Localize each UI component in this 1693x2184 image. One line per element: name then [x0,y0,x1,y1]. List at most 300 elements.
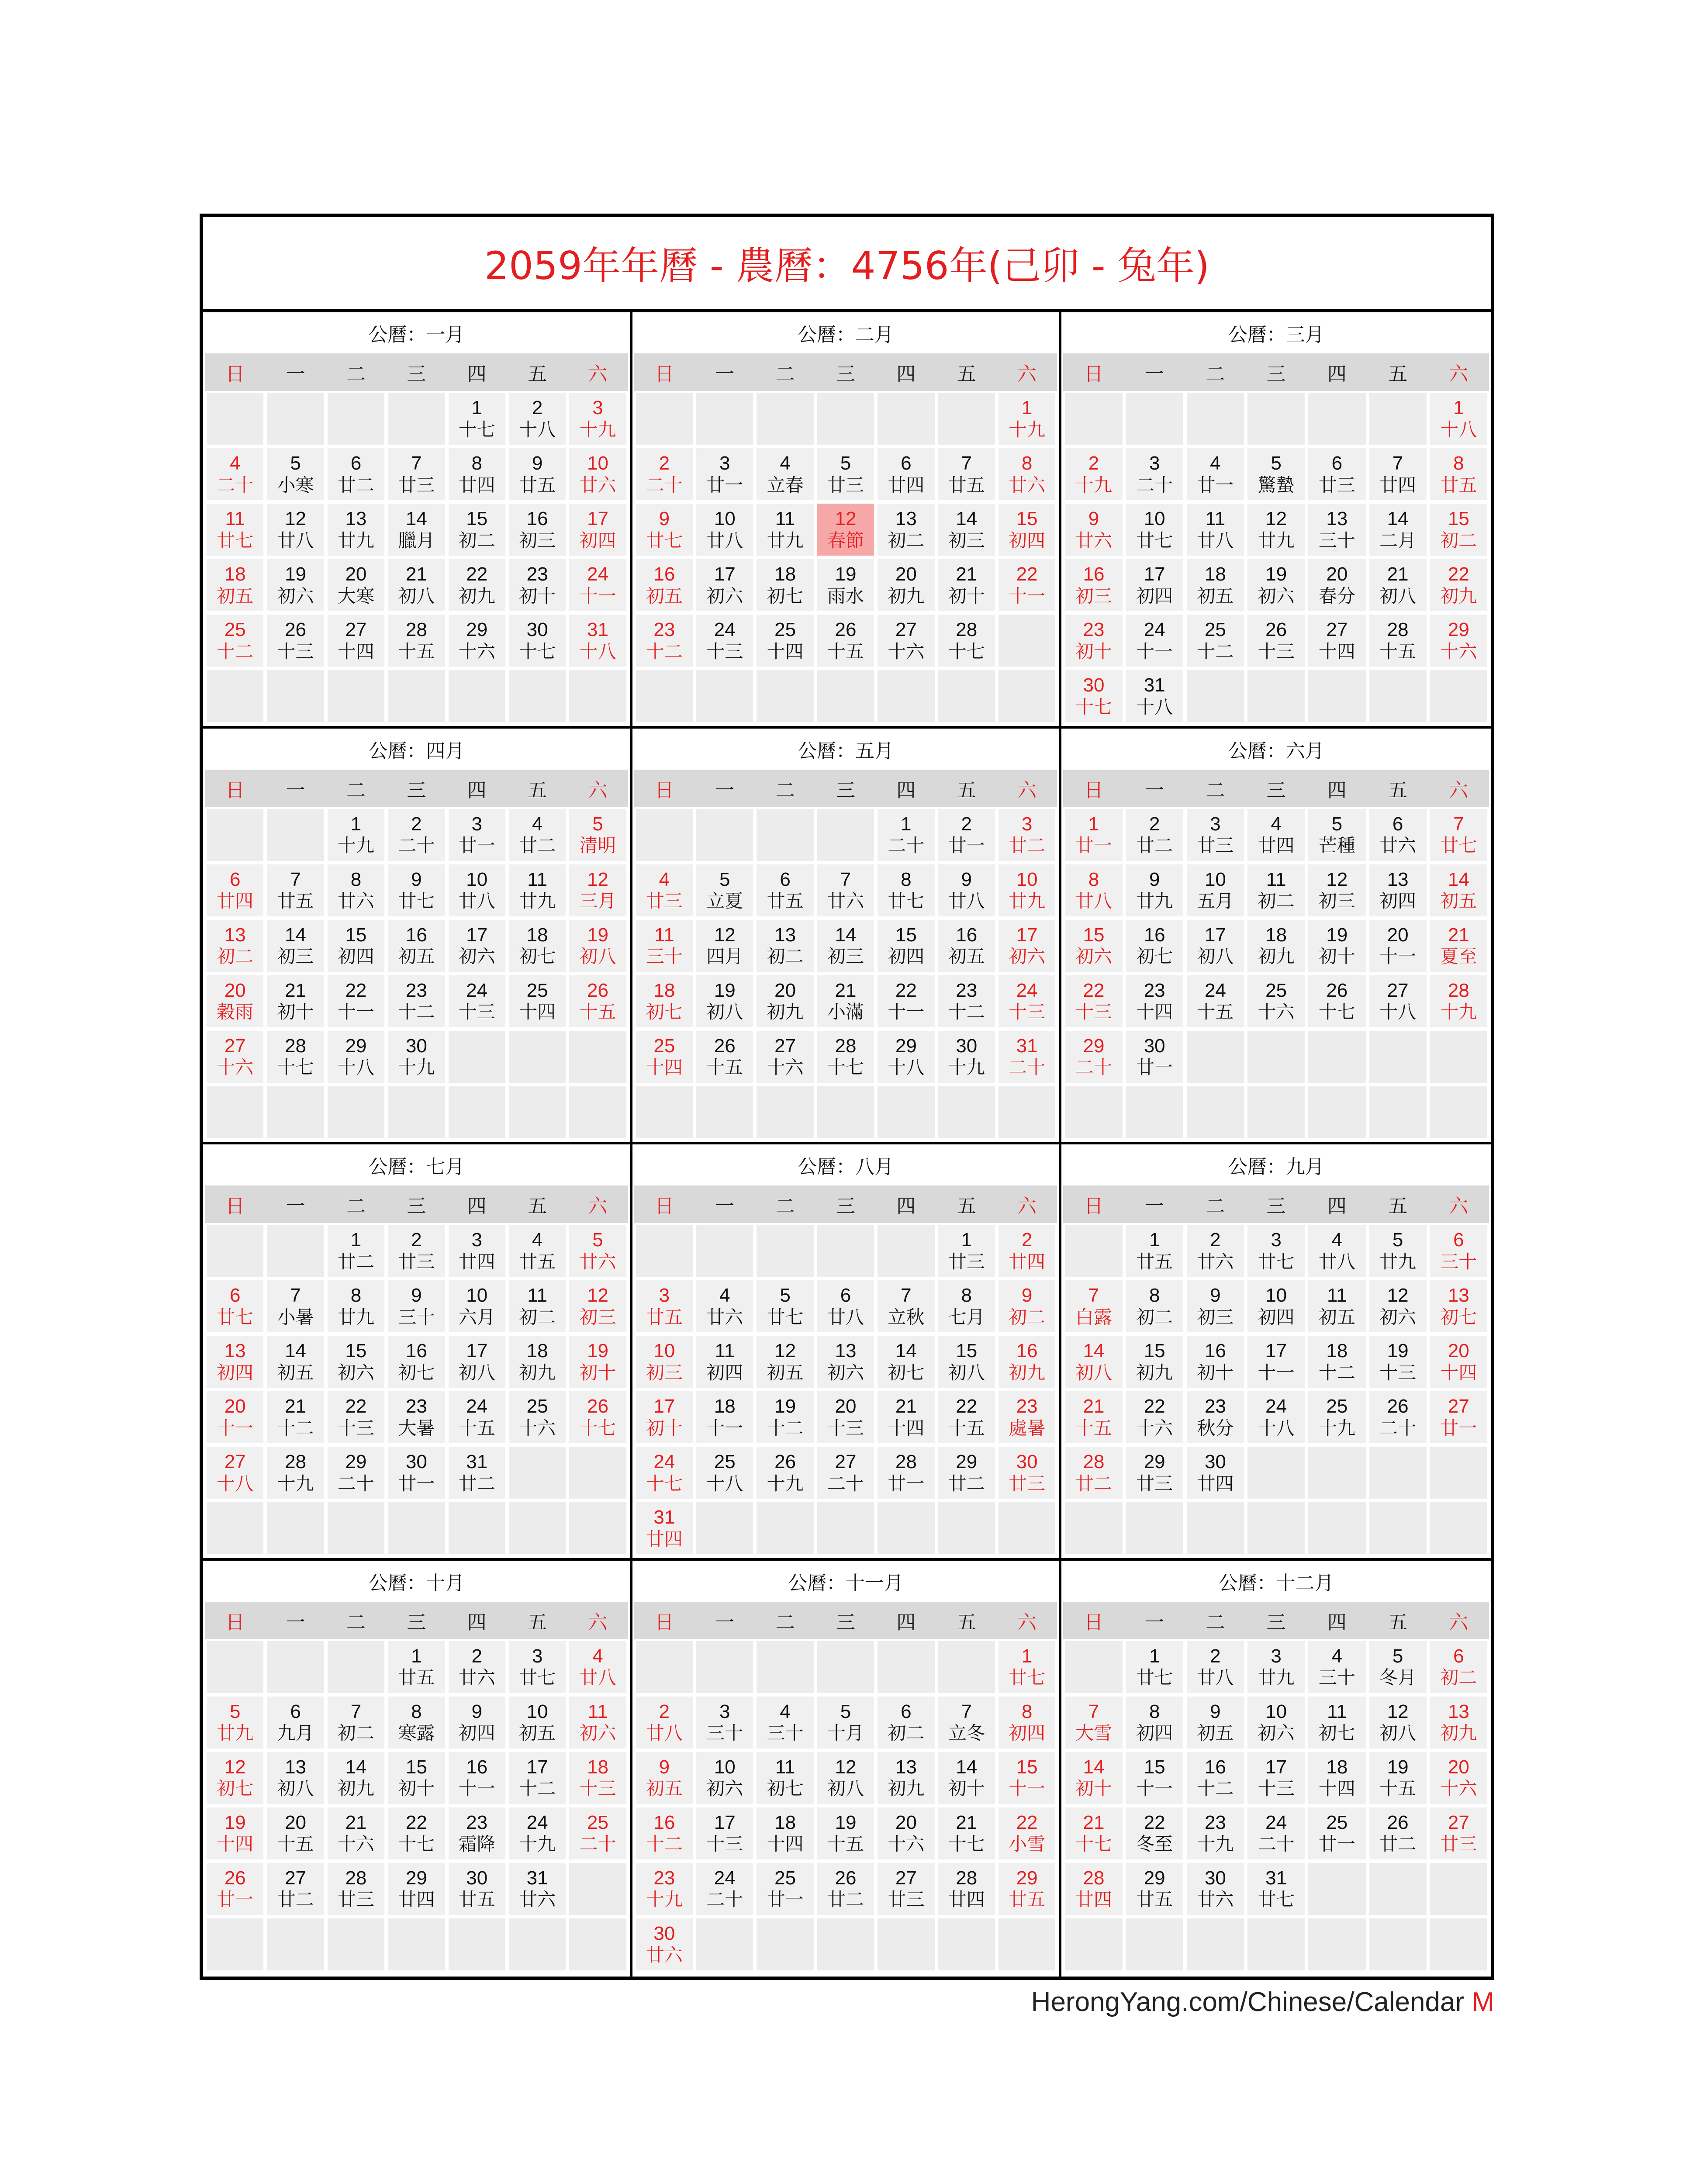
month-title: 公曆：五月 [797,740,894,762]
lunar-date: 初七 [767,585,804,607]
lunar-date: 十八 [706,1472,743,1494]
day-cell [1063,1861,1124,1917]
empty-cell [876,668,936,724]
solar-date: 19 [714,979,736,1001]
weekday-label: 三 [836,363,855,385]
day-cell [634,974,694,1029]
day-cell [205,1279,265,1334]
day-cell [997,1279,1057,1334]
lunar-date: 廿六 [519,1889,556,1911]
solar-date: 29 [1016,1867,1038,1889]
day-cell [386,1223,446,1279]
lunar-date: 秋分 [1197,1417,1234,1439]
solar-date: 21 [285,979,307,1001]
lunar-date: 初三 [1197,1306,1234,1328]
solar-date: 24 [1204,979,1226,1001]
day-cell [1306,807,1367,863]
day-cell [205,863,265,918]
solar-date: 18 [1204,563,1226,585]
solar-date: 6 [901,453,912,474]
month-block [632,1144,1062,1561]
solar-date: 21 [405,563,427,585]
day-cell [1124,974,1185,1029]
lunar-date: 初十 [398,1778,435,1800]
solar-date: 5 [719,868,730,890]
day-cell [694,863,755,918]
solar-date: 21 [1448,924,1469,946]
day-cell [936,1445,997,1500]
empty-cell [567,1861,628,1917]
lunar-date: 廿三 [398,1251,435,1272]
day-cell [876,1861,936,1917]
solar-date: 26 [1326,979,1348,1001]
empty-cell [507,1445,567,1500]
solar-date: 3 [1271,1229,1282,1251]
month-block [1061,1561,1491,1977]
lunar-date: 廿三 [1318,474,1355,496]
solar-date: 8 [961,1285,972,1306]
lunar-date: 廿五 [458,1889,495,1911]
month-block [203,729,632,1145]
solar-date: 29 [1448,619,1469,641]
lunar-date: 廿八 [646,1722,683,1744]
empty-cell [1063,391,1124,446]
solar-date: 30 [405,1035,427,1057]
lunar-date: 大寒 [337,585,374,607]
day-cell [936,1029,997,1085]
day-cell [1063,502,1124,557]
day-cell [1246,1389,1306,1445]
empty-cell [694,807,755,863]
solar-date: 27 [224,1451,246,1473]
weekday-header [205,353,628,391]
weekday-label: 三 [407,1195,426,1217]
weekday-header [1063,1185,1489,1223]
weekday-label: 一 [286,363,305,385]
month-block [632,312,1062,729]
empty-cell [1428,1029,1489,1085]
solar-date: 23 [653,1867,675,1889]
day-grid [205,391,628,724]
solar-date: 20 [1326,563,1348,585]
solar-date: 16 [1144,924,1165,946]
empty-cell [507,1917,567,1972]
day-grid [1063,1223,1489,1556]
lunar-date: 廿一 [948,835,985,857]
weekday-label: 一 [1145,1195,1164,1217]
lunar-date: 十五 [827,640,864,662]
day-cell [265,557,325,613]
solar-date: 26 [1387,1396,1409,1417]
day-cell [1306,1334,1367,1389]
solar-date: 28 [1448,979,1469,1001]
day-cell [634,1029,694,1085]
solar-date: 16 [405,924,427,946]
solar-date: 3 [659,1285,670,1306]
day-cell [1124,1806,1185,1861]
solar-date: 10 [714,1756,736,1778]
solar-date: 26 [714,1035,736,1057]
empty-cell [265,1085,325,1140]
lunar-date: 十四 [767,1833,804,1855]
lunar-date: 初五 [646,585,683,607]
day-cell [1246,1695,1306,1750]
solar-date: 30 [956,1035,978,1057]
empty-cell [1124,1085,1185,1140]
weekday-label: 一 [286,1611,305,1634]
solar-date: 31 [1265,1867,1287,1889]
lunar-date: 廿四 [1258,835,1295,857]
lunar-date: 廿七 [646,529,683,551]
empty-cell [567,1500,628,1556]
empty-cell [1368,1445,1428,1500]
lunar-date: 立秋 [888,1306,925,1328]
day-cell [567,1389,628,1445]
lunar-date: 廿九 [1258,1667,1295,1689]
day-cell [1124,668,1185,724]
solar-date: 10 [466,868,488,890]
lunar-date: 廿四 [1197,1472,1234,1494]
lunar-date: 廿六 [337,890,374,912]
day-cell [1063,1029,1124,1085]
solar-date: 20 [285,1811,307,1833]
weekday-label: 三 [1266,1195,1286,1217]
lunar-date: 十三 [706,1833,743,1855]
lunar-date: 十八 [217,1472,254,1494]
day-cell [447,1750,507,1806]
day-cell [694,974,755,1029]
weekday-label: 日 [1084,1195,1103,1217]
day-cell [507,1695,567,1750]
lunar-date: 十三 [1258,1778,1295,1800]
day-cell [1246,1279,1306,1334]
solar-date: 11 [775,508,795,530]
empty-cell [1368,1917,1428,1972]
solar-date: 10 [526,1700,548,1722]
weekday-label: 六 [1017,363,1037,385]
empty-cell [694,1917,755,1972]
day-cell [997,1389,1057,1445]
month-block [203,1561,632,1977]
lunar-date: 廿二 [948,1472,985,1494]
lunar-date: 十一 [888,1001,925,1023]
solar-date: 20 [1387,924,1409,946]
day-cell [634,1445,694,1500]
lunar-date: 廿四 [458,474,495,496]
day-cell [815,863,876,918]
solar-date: 7 [961,1700,972,1722]
solar-date: 12 [285,508,307,530]
day-cell [447,446,507,502]
lunar-date: 廿七 [1009,1667,1046,1689]
empty-cell [326,668,386,724]
day-cell [1063,1806,1124,1861]
solar-date: 29 [1144,1867,1165,1889]
empty-cell [634,1085,694,1140]
weekday-label: 六 [1449,779,1468,802]
empty-cell [755,1223,815,1279]
day-cell [815,1806,876,1861]
lunar-date: 三十 [1318,1667,1355,1689]
solar-date: 8 [350,868,362,890]
day-cell [815,974,876,1029]
solar-date: 19 [224,1811,246,1833]
lunar-date: 寒露 [398,1722,435,1744]
day-cell [386,863,446,918]
solar-date: 19 [1387,1756,1409,1778]
solar-date: 13 [224,924,246,946]
empty-cell [1246,1445,1306,1500]
solar-date: 7 [961,453,972,474]
day-grid [1063,807,1489,1140]
lunar-date: 二十 [579,1833,616,1855]
day-cell [447,502,507,557]
solar-date: 7 [290,1285,301,1306]
day-cell [1428,391,1489,446]
day-cell [507,502,567,557]
solar-date: 5 [840,453,851,474]
lunar-date: 初十 [948,1778,985,1800]
day-grid [634,807,1057,1140]
lunar-date: 初十 [1075,640,1112,662]
empty-cell [1368,1029,1428,1085]
solar-date: 17 [1144,563,1165,585]
day-cell [815,1445,876,1500]
lunar-date: 廿七 [888,890,925,912]
solar-date: 20 [895,1811,917,1833]
solar-date: 17 [714,1811,736,1833]
day-cell [507,613,567,668]
lunar-date: 十五 [948,1417,985,1439]
solar-date: 26 [1387,1811,1409,1833]
weekday-label: 五 [957,1611,976,1634]
weekday-label: 六 [588,1195,608,1217]
solar-date: 23 [405,1396,427,1417]
solar-date: 27 [1387,979,1409,1001]
lunar-date: 十七 [519,640,556,662]
lunar-date: 霜降 [458,1833,495,1855]
day-cell [755,1389,815,1445]
lunar-date: 十月 [827,1722,864,1744]
lunar-date: 十六 [1136,1417,1173,1439]
solar-date: 11 [1327,1285,1347,1306]
day-cell [876,1389,936,1445]
lunar-date: 十二 [646,640,683,662]
lunar-date: 初四 [579,529,616,551]
lunar-date: 二十 [217,474,254,496]
weekday-label: 五 [1388,363,1408,385]
solar-date: 11 [527,868,547,890]
lunar-date: 廿五 [1440,474,1477,496]
day-cell [755,613,815,668]
day-cell [936,974,997,1029]
day-cell [634,1750,694,1806]
day-cell [386,1861,446,1917]
day-cell [326,1279,386,1334]
solar-date: 25 [224,619,246,641]
lunar-date: 五月 [1197,890,1234,912]
lunar-date: 立冬 [948,1722,985,1744]
day-cell [447,613,507,668]
day-cell [1306,1279,1367,1334]
solar-date: 19 [835,1811,857,1833]
solar-date: 19 [1387,1340,1409,1362]
empty-cell [1428,1500,1489,1556]
solar-date: 12 [774,1340,796,1362]
solar-date: 25 [587,1811,608,1833]
day-cell [507,557,567,613]
day-grid [634,391,1057,724]
solar-date: 24 [526,1811,548,1833]
empty-cell [694,668,755,724]
day-cell [1124,1279,1185,1334]
solar-date: 25 [526,979,548,1001]
lunar-date: 初二 [1136,1306,1173,1328]
solar-date: 11 [1327,1700,1347,1722]
day-cell [386,1334,446,1389]
solar-date: 23 [526,563,548,585]
solar-date: 4 [659,868,670,890]
solar-date: 11 [1266,868,1286,890]
weekday-label: 日 [1084,363,1103,385]
lunar-date: 十七 [458,418,495,440]
day-cell [265,1445,325,1500]
solar-date: 4 [780,1700,791,1722]
solar-date: 29 [345,1451,367,1473]
solar-date: 3 [592,397,603,419]
day-cell [755,1806,815,1861]
solar-date: 5 [1392,1645,1403,1667]
weekday-header [205,1602,628,1639]
lunar-date: 廿二 [519,835,556,857]
solar-date: 18 [526,1340,548,1362]
day-cell [936,1223,997,1279]
month-title: 公曆：四月 [368,740,465,762]
solar-date: 15 [1083,924,1105,946]
weekday-label: 四 [896,1195,916,1217]
lunar-date: 白露 [1075,1306,1112,1328]
solar-date: 13 [224,1340,246,1362]
empty-cell [326,1500,386,1556]
lunar-date: 三十 [1440,1251,1477,1272]
lunar-date: 初二 [1440,1667,1477,1689]
lunar-date: 廿八 [827,1306,864,1328]
solar-date: 7 [411,453,422,474]
lunar-date: 廿六 [1197,1251,1234,1272]
lunar-date: 十二 [646,1833,683,1855]
lunar-date: 廿四 [398,1889,435,1911]
weekday-label: 四 [1327,363,1347,385]
solar-date: 17 [466,1340,488,1362]
solar-date: 1 [350,813,362,835]
solar-date: 11 [715,1340,735,1362]
solar-date: 12 [587,868,608,890]
weekday-label: 二 [1206,363,1225,385]
empty-cell [1428,1085,1489,1140]
footer-url[interactable] [961,1987,1494,2018]
solar-date: 30 [653,1922,675,1944]
lunar-date: 廿一 [706,474,743,496]
day-cell [997,1445,1057,1500]
solar-date: 30 [526,619,548,641]
solar-date: 28 [345,1867,367,1889]
empty-cell [1063,1085,1124,1140]
lunar-date: 廿六 [1009,474,1046,496]
footer-text: HerongYang.com/Chinese/Calendar [1031,1987,1465,2017]
solar-date: 3 [532,1645,543,1667]
empty-cell [936,668,997,724]
day-cell [1063,1695,1124,1750]
day-cell [1124,1334,1185,1389]
weekday-label: 六 [1017,1611,1037,1634]
lunar-date: 廿六 [827,890,864,912]
lunar-date: 十四 [646,1057,683,1078]
solar-date: 24 [466,979,488,1001]
solar-date: 8 [350,1285,362,1306]
day-cell [755,1029,815,1085]
empty-cell [1063,1917,1124,1972]
solar-date: 4 [532,1229,543,1251]
day-cell [1306,502,1367,557]
weekday-label: 四 [1327,1195,1347,1217]
footer-mark: M [1472,1987,1494,2017]
lunar-date: 十四 [519,1001,556,1023]
lunar-date: 十二 [398,1001,435,1023]
solar-date: 10 [1265,1285,1287,1306]
weekday-label: 一 [715,1611,735,1634]
day-cell [507,1861,567,1917]
solar-date: 23 [466,1811,488,1833]
solar-date: 28 [956,1867,978,1889]
day-cell [326,1389,386,1445]
empty-cell [447,668,507,724]
lunar-date: 十四 [767,640,804,662]
solar-date: 5 [840,1700,851,1722]
solar-date: 2 [532,397,543,419]
day-cell [265,1806,325,1861]
lunar-date: 廿七 [519,1667,556,1689]
solar-date: 19 [285,563,307,585]
solar-date: 22 [1083,979,1105,1001]
day-cell [936,863,997,918]
solar-date: 6 [1392,813,1403,835]
solar-date: 13 [345,508,367,530]
solar-date: 24 [1016,979,1038,1001]
lunar-date: 二十 [398,835,435,857]
solar-date: 28 [285,1035,307,1057]
day-cell [1306,613,1367,668]
day-cell [1063,807,1124,863]
empty-cell [694,1085,755,1140]
day-cell [1124,1695,1185,1750]
empty-cell [205,668,265,724]
solar-date: 7 [290,868,301,890]
lunar-date: 十九 [277,1472,314,1494]
lunar-date: 十二 [1197,1778,1234,1800]
day-cell [1306,1389,1367,1445]
lunar-date: 初九 [888,585,925,607]
day-cell [815,446,876,502]
solar-date: 26 [587,979,608,1001]
day-cell [567,807,628,863]
lunar-date: 十六 [217,1057,254,1078]
day-cell [1368,918,1428,974]
month-block [632,1561,1062,1977]
lunar-date: 廿五 [1136,1251,1173,1272]
empty-cell [634,1223,694,1279]
solar-date: 8 [901,868,912,890]
lunar-date: 廿一 [1136,1057,1173,1078]
